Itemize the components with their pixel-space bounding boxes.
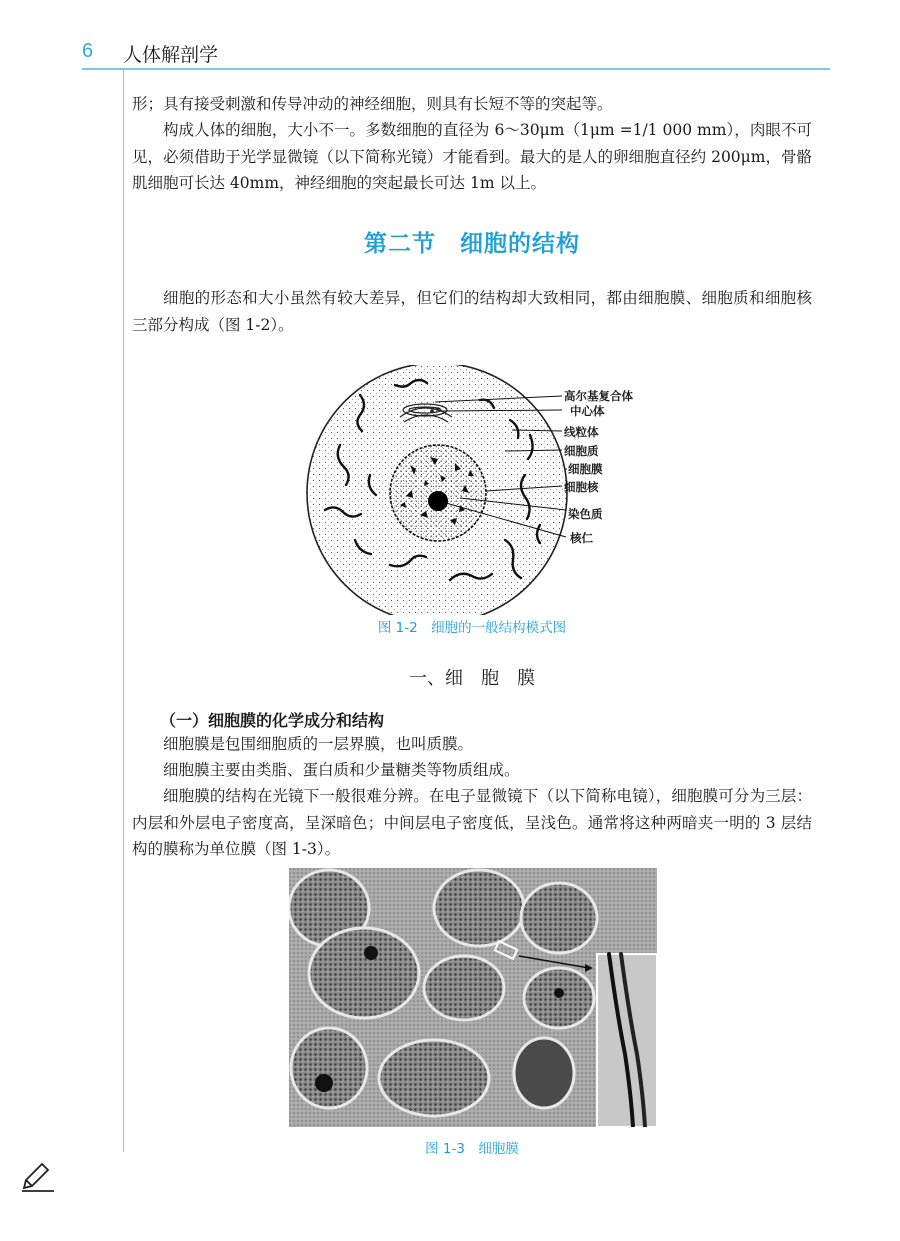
- side-rule: [123, 69, 124, 1152]
- subsection-title: 一、细 胞 膜: [409, 668, 535, 689]
- figure-1-3-caption: 图 1-3 细胞膜: [425, 1141, 519, 1157]
- cell-membrane-micrograph: [289, 868, 657, 1127]
- paragraph-4: 细胞膜是包围细胞质的一层界膜，也叫质膜。: [163, 735, 474, 753]
- label-nucleolus: 核仁: [570, 531, 593, 545]
- label-golgi: 高尔基复合体: [564, 389, 633, 403]
- paragraph-6: 细胞膜的结构在光镜下一般很难分辨。在电子显微镜下（以下简称电镜），细胞膜可分为三层：内层和外层电子密度高，呈深暗色；中间层电子密度低，呈浅色。通常将这种两暗夹一明的 3 层结构的膜称为单位膜（图 1-3）。: [132, 787, 812, 858]
- figure-1-2-caption: 图 1-2 细胞的一般结构模式图: [377, 620, 567, 636]
- label-mitochondria: 线粒体: [564, 425, 599, 439]
- header-rule: [82, 68, 830, 70]
- paragraph-5: 细胞膜主要由类脂、蛋白质和少量糖类等物质组成。: [163, 761, 520, 779]
- label-nucleus: 细胞核: [564, 480, 599, 494]
- paragraph-3: 细胞的形态和大小虽然有较大差异，但它们的结构却大致相同，都由细胞膜、细胞质和细胞核三部分构成（图 1-2）。: [132, 289, 812, 334]
- nucleolus-shape: [428, 491, 448, 511]
- sub-subsection-title: （一）细胞膜的化学成分和结构: [160, 711, 385, 730]
- label-cell-membrane: 细胞膜: [568, 462, 603, 476]
- label-chromatin: 染色质: [568, 507, 603, 521]
- book-title: 人体解剖学: [123, 45, 219, 66]
- cell-diagram: [300, 365, 650, 615]
- cell-outlines: [289, 870, 597, 1116]
- inset-panel: [597, 954, 657, 1127]
- paragraph-1: 形；具有接受刺激和传导冲动的神经细胞，则具有长短不等的突起等。: [132, 95, 613, 113]
- label-centrosome: 中心体: [570, 404, 605, 418]
- paragraph-2: 构成人体的细胞，大小不一。多数细胞的直径为 6～30μm（1μm =1/1 000 mm），肉眼不可见，必须借助于光学显微镜（以下简称光镜）才能看到。最大的是人的卵细胞直径约 200μm，骨骼肌细胞可长达 40mm，神经细胞的突起最长可达 1m 以上。: [132, 121, 812, 192]
- label-cytoplasm: 细胞质: [564, 444, 599, 458]
- section-title: 第二节 细胞的结构: [364, 231, 580, 257]
- pencil-icon: [20, 1158, 56, 1194]
- page-number: 6: [82, 40, 94, 62]
